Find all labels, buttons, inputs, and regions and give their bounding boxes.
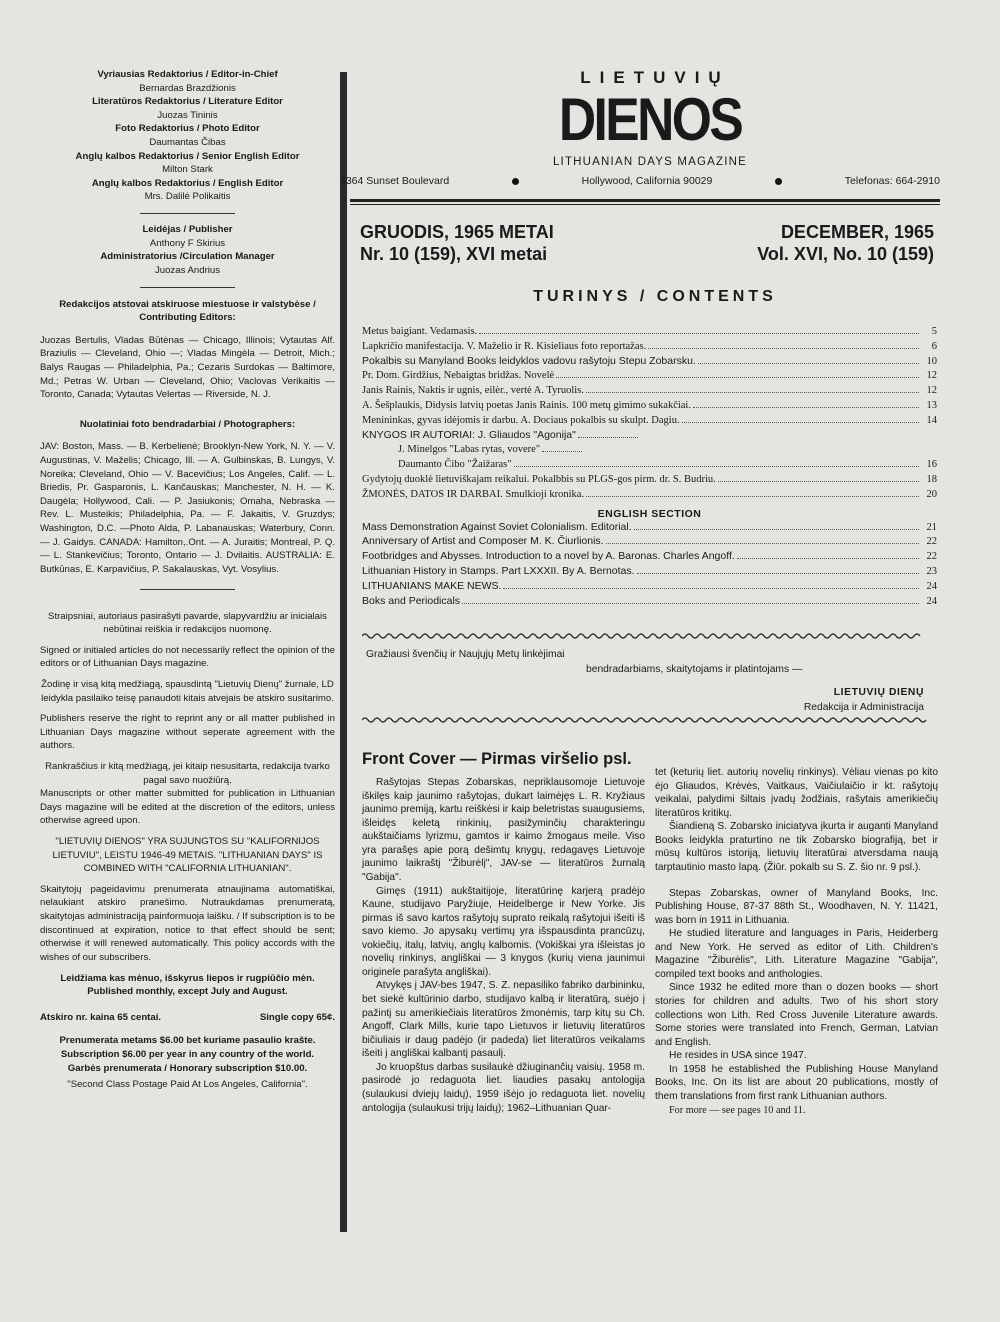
contributing-text: Juozas Bertulis, Vladas Būtėnas — Chicago, Illinois; Vytautas Alf. Braziulis — Cleveland, Ohio —; Vladas Mingėla — Detroit, Mich.; Balys Raugas — Philadelphia, Pa.; Cezaris Surdokas — Baltimore, Md.; Petras W. Urban — Cleveland, Ohio; Vaclovas Verikaitis — Toronto, Canada; Vytautas Velertas — Riverside, N. J.: [40, 334, 335, 401]
toc-entry[interactable]: [362, 535, 937, 550]
toc-page: 23: [926, 565, 937, 577]
toc-entry[interactable]: [362, 340, 937, 355]
wavy-divider: [362, 632, 938, 640]
toc-text: Lapkričio manifestacija. V. Maželio ir R. Kisieliaus foto reportažas.: [362, 340, 647, 352]
article-paragraph: In 1958 he established the Publishing House Manyland Books, Inc. On its list are about 20 publications, mostly of them translations from first rank Lithuanian authors.: [655, 1063, 938, 1102]
column-rule: [340, 72, 347, 1232]
address-bar: [340, 175, 940, 187]
staff-role: Literatūros Redaktorius / Literature Editor: [92, 96, 283, 108]
price-row: [40, 1011, 335, 1025]
toc-entry[interactable]: [362, 488, 937, 503]
article-paragraph: Šiandieną S. Zobarsko iniciatyva įkurta ir auganti Manyland Books leidykla praturtino ne tik Zobarsko biografiją, bet ir mūsų kultūros istoriją, lietuvių literatūrai atversdama naują tarptautinio masto lapą. (Žiūr. pokalb su S. Z. šio nr. 9 psl.).: [655, 821, 938, 873]
greeting-signature: LIETUVIŲ DIENŲ: [833, 686, 924, 698]
toc-text: Mass Demonstration Against Soviet Colonialism. Editorial.: [362, 520, 632, 533]
article-paragraph: Atvykęs į JAV-bes 1947, S. Z. nepasiliko fabriko darbininku, bet siekė kultūrinio darbo, studijavo kalbą ir literatūrą, suėjo į pažintį su amerikiečiais literatūros žmonėmis, tarp kitų su Ch. Angoff, Clark Mills, kurie tapo Lietuvos ir lietuvių literatūros bičiuliais ir daug padėjo (ir padeda) liet literatūros veikalams išeiti į angliškai kalbantį pasaulį.: [362, 980, 645, 1060]
staff-name: Milton Stark: [162, 164, 213, 176]
masthead-top: LIETUVIŲ: [580, 68, 730, 87]
staff-name: Juozas Tininis: [157, 109, 218, 121]
note: Manuscripts or other matter submitted for publication in Lithuanian Days magazine will be edited at the discretion of the editors, unless otherwise agreed upon.: [40, 788, 335, 827]
masthead-title: DIENOS: [558, 86, 742, 153]
divider: [140, 287, 235, 288]
toc-page: 22: [926, 536, 937, 548]
issue-lt: [360, 222, 554, 265]
toc-entry[interactable]: [362, 325, 937, 340]
toc-text: Boks and Periodicals: [362, 594, 461, 607]
toc-text: LITHUANIANS MAKE NEWS.: [362, 579, 502, 592]
subscription-line: Prenumerata metams $6.00 bet kuriame pasaulio krašte.: [59, 1035, 316, 1047]
english-section-heading: ENGLISH SECTION: [597, 507, 702, 520]
toc-page: 22: [926, 551, 937, 563]
subscription-line: Subscription $6.00 per year in any country of the world.: [60, 1048, 315, 1060]
toc-page: 12: [926, 370, 937, 382]
toc-text: KNYGOS IR AUTORIAI: J. Gliaudos "Agonija": [362, 428, 576, 441]
toc-page: 6: [931, 340, 937, 352]
toc-page: 18: [926, 473, 937, 485]
toc-page: 5: [931, 326, 937, 337]
toc-text: J. Minelgos "Labas rytas, vovere": [398, 444, 541, 456]
staff-role: Anglų kalbos Redaktorius / Senior English Editor: [75, 150, 300, 162]
divider: [350, 204, 940, 205]
divider: [140, 213, 235, 214]
toc-text: Metus baigiant. Vedamasis.: [362, 326, 478, 337]
article-column-2: [655, 766, 938, 1117]
toc-page: 13: [926, 399, 937, 411]
street-address: 4364 Sunset Boulevard: [340, 175, 450, 187]
price-en: Single copy 65¢.: [259, 1011, 335, 1023]
toc-page: 20: [926, 488, 937, 500]
article-paragraph: tet (keturių liet. autorių novelių rinkinys). Vėliau vienas po kito ėjo Gliaudos, Krėvės, Vaitkaus, Vaičiulaičio ir kt. rašytojų veikalai, palydimi šiltais įvadų žodžiais, rašytais amerikiečių literatūros kritikų.: [655, 767, 938, 819]
bullet-icon: [512, 178, 519, 185]
toc-text: Anniversary of Artist and Composer M. K. Čiurlionis.: [362, 535, 604, 548]
toc-text: A. Šešplaukis, Didysis latvių poetas Janis Rainis. 100 metų gimimo sukakčiai.: [362, 399, 691, 411]
price-lt: Atskiro nr. kaina 65 centai.: [40, 1011, 162, 1023]
toc-entry[interactable]: [362, 521, 937, 536]
toc-text: Footbridges and Abysses. Introduction to a novel by A. Baronas. Charles Angoff.: [362, 550, 735, 563]
staff-role: Leidėjas / Publisher: [142, 224, 233, 236]
toc-page: 21: [926, 521, 937, 533]
note: Rankraščius ir kitą medžiagą, jei kitaip nesusitarta, redakcija tvarko pagal savo nuožiūrą.: [45, 760, 330, 786]
staff-name: Daumantas Čibas: [149, 137, 226, 149]
masthead-subtitle: LITHUANIAN DAYS MAGAZINE: [552, 156, 748, 168]
toc-page: 12: [926, 385, 937, 397]
toc-entry[interactable]: [362, 355, 937, 370]
note: Žodinę ir visą kitą medžiagą, spausdintą "Lietuvių Dienų" žurnale, LD leidykla pasilaiko teisę panaudoti kitais atvejais be atskiro susitarimo.: [41, 678, 334, 704]
note: Skaitytojų pageidavimu prenumerata atnaujinama automatiškai, nelaukiant atskiro pranešimo. Nutraukdamas prenumeratą, skaitytojas administraciją painformuoja laišku. / If subscription is to be discontinued at expiration, notice to that effect should be sent; otherwise it will renewed automatically. This policy accords with the wishes of our subscribers.: [40, 883, 335, 963]
staff-role: Administratorius /Circulation Manager: [100, 251, 275, 263]
greeting-line2: bendradarbiams, skaitytojams ir platintojams —: [586, 663, 803, 675]
toc-text: Menininkas, gyvas idėjomis ir darbu. A. Dociaus pokalbis su skulpt. Dagiu.: [362, 414, 680, 426]
note: Straipsniai, autoriaus pasirašyti pavarde, slapyvardžiu ar inicialais nebūtinai reiškia ir redakcijos nuomonę.: [48, 610, 327, 636]
issue-lt-line2: Nr. 10 (159), XVI metai: [360, 243, 548, 264]
postage-note: "Second Class Postage Paid At Los Angeles, California".: [67, 1079, 308, 1091]
article-paragraph: For more — see pages 10 and 11.: [669, 1104, 806, 1116]
phone: Telefonas: 664-2910: [844, 175, 940, 187]
toc-page: 24: [926, 580, 937, 592]
staff-name: Anthony F Skirius: [149, 237, 226, 249]
toc-entry[interactable]: [362, 369, 937, 384]
staff-role: Foto Redaktorius / Photo Editor: [115, 123, 260, 135]
editorial-staff: [40, 68, 335, 204]
divider: [140, 589, 235, 590]
photographers-text: JAV: Boston, Mass. — B. Kerbelienė; Brooklyn-New York, N. Y. — V. Augustinas, V. Maželis; Chicago, Ill. — A. Gulbinskas, B. Lungys, V. Noreika; Cleveland, Ohio — V. Bacevičius; Los Angeles, Calif. — L. Briedis, Pr. Gasparonis, L. Kančauskas; Manchester, N. H. — K. Daugėla; Hollywood, Cali. — P. Jasiukonis; Omaha, Nebraska — Rev. L. Musteikis; Philadelphia, Pa. — F. Jakaitis, V. Gruzdys; Washington, D.C. —Photo Alda, P. Labanauskas; Waterbury, Conn. — J. Gaidys. CANADA: Hamilton,.Ont. — A. Juraitis; Montreal, P. Q. — L. Stankevičius; Toronto, Ontario — J. Dvilaitis. AUSTRALIA: E. Butkūnas, E. Karpavičius, P. Sakalauskas, Vyt. Vosylius.: [40, 441, 335, 575]
contributing-title: Redakcijos atstovai atskiruose miestuose ir valstybėse / Contributing Editors:: [59, 298, 316, 324]
publisher-staff: [40, 223, 335, 277]
toc-page: 14: [926, 414, 937, 426]
article-paragraph: Jo kruopštus darbas susilaukė džiuginančių vaisių. 1958 m. pasirodė jo redaguota liet. liaudies pasakų antologija (sulaukusi dviejų laidų), 1959 išėjo jo redaguota liet. novelių antologija (sulaukusi trijų laidų); 1962–Lithuanian Quar-: [362, 1061, 645, 1114]
article-paragraph: Since 1932 he edited more than o dozen books — short stories for children and adults. Two of his short story collections won Lith. Red Cross Juvenile Literature awards. Some stories were translated into French, German, Latvian and English.: [655, 982, 938, 1048]
note: Publishers reserve the right to reprint any or all matter published in Lithuanian Days magazine without seperate agreement with the authors.: [40, 713, 335, 752]
greeting-signature-sub: Redakcija ir Administracija: [803, 701, 924, 713]
toc-text: Daumanto Čibo "Žaižaras": [398, 459, 512, 471]
article-paragraph: Gimęs (1911) aukštaitijoje, literatūrinę karjerą pradėjo Kaune, studijavo Paryžiuje, Heidelberge ir New Yorke. Jis pirmas iš savo kartos rašytojų suprato reikalą rašytojui išeiti iš savo kiemo. Jo apysakų vertimų yra išspausdinta prancūzų, vokiečių, italų, latvių, anglų kalbomis. (Vokiškai yra išleistas jo novelių rinkinys, angliškai — 3 knygos (kurių viena jaunimui originele parašyta angliškai).: [362, 885, 645, 978]
note: Leidžiama kas mėnuo, išskyrus liepos ir rugpiūčio mėn. Published monthly, except July and August.: [60, 972, 315, 998]
staff-name: Mrs. Dalilė Polikaitis: [144, 191, 231, 203]
article-paragraph: Rašytojas Stepas Zobarskas, nepriklausomoje Lietuvoje iškilęs kaip jaunimo rašytojas, dukart laimėjęs L. R. Kryžiaus jaunimo premiją, kartu reiškėsi ir kaip beletristas suaugusiems, išleidęs keletą rinkinių, pasižyminčių charakteringu aukštaičiams lyrizmu, gamtos ir kaimo žmogaus meile. Viso yra parašęs apie porą dešimtų knygų, redagavęs Lietuvoje jaunimo laikraštį "Žiburėlį", JAV-se — literatūros žurnalą "Gabija".: [362, 777, 645, 883]
toc-entry[interactable]: [362, 429, 937, 444]
toc-page: 24: [926, 595, 937, 607]
toc-text: ŽMONĖS, DATOS IR DARBAI. Smulkioji kronika.: [362, 488, 585, 500]
divider: [350, 199, 940, 202]
toc-text: Lithuanian History in Stamps. Part LXXXII. By A. Bernotas.: [362, 564, 635, 577]
table-of-contents: [362, 325, 937, 609]
staff-role: Anglų kalbos Redaktorius / English Editor: [91, 177, 284, 189]
toc-entry[interactable]: [362, 580, 937, 595]
toc-entry[interactable]: [362, 384, 937, 399]
toc-entry[interactable]: [362, 458, 937, 473]
toc-text: Janis Rainis, Naktis ir ugnis, eilėr., vertė A. Tyruolis.: [362, 385, 584, 397]
toc-entry[interactable]: [362, 399, 937, 414]
toc-entry[interactable]: [362, 565, 937, 580]
article-column-1: [362, 776, 645, 1115]
toc-entry[interactable]: [362, 414, 937, 429]
toc-entry[interactable]: [362, 443, 937, 458]
toc-text: Gydytojų duoklė lietuviškajam reikalui. Pokalbbis su PLGS-gos pirm. dr. S. Budriu.: [362, 473, 716, 485]
holiday-greeting: [366, 648, 936, 716]
staff-name: Bernardas Brazdžionis: [139, 82, 236, 94]
toc-text: Pokalbis su Manyland Books leidyklos vadovu rašytoju Stepu Zobarsku.: [362, 354, 696, 367]
staff-name: Juozas Andrius: [154, 264, 221, 276]
subscription-line: Garbės prenumerata / Honorary subscription $10.00.: [67, 1062, 308, 1074]
bullet-icon: [775, 178, 782, 185]
article-paragraph: He resides in USA since 1947.: [669, 1050, 807, 1062]
staff-role: Vyriausias Redaktorius / Editor-in-Chief: [97, 69, 278, 80]
staff-column: [40, 68, 335, 1092]
issue-en-line1: DECEMBER, 1965: [780, 222, 934, 242]
front-cover-title: Front Cover — Pirmas viršelio psl.: [362, 750, 632, 768]
issue-en: [757, 222, 934, 265]
issue-en-line2: Vol. XVI, No. 10 (159): [757, 243, 934, 264]
masthead: [350, 68, 950, 168]
city-address: Hollywood, California 90029: [581, 175, 713, 187]
contents-title: TURINYS / CONTENTS: [533, 288, 777, 305]
note: "LIETUVIŲ DIENOS" YRA SUJUNGTOS SU "KALIFORNIJOS LIETUVIU", LEISTU 1946-49 METAIS. "LITHUANIAN DAYS" IS COMBINED WITH "CALIFORNIA LITHUANIAN".: [52, 836, 323, 875]
issue-lt-line1: GRUODIS, 1965 METAI: [360, 222, 554, 242]
toc-text: Pr. Dom. Girdžius, Nebaigtas bridžas. Novelė: [362, 370, 555, 382]
toc-entry[interactable]: [362, 595, 937, 610]
article-paragraph: Stepas Zobarskas, owner of Manyland Books, Inc. Publishing House, 87-37 88th St., Woodhaven, N. Y. 11421, was born in 1911 in Lithuania.: [655, 887, 938, 926]
toc-page: 10: [926, 355, 937, 367]
photographers-title: Nuolatiniai foto bendradarbiai / Photographers:: [79, 418, 296, 430]
greeting-line1: Gražiausi švenčių ir Naujųjų Metų linkėjimai: [366, 649, 565, 660]
toc-page: 16: [926, 459, 937, 471]
toc-entry[interactable]: [362, 550, 937, 565]
wavy-divider: [362, 716, 938, 724]
note: Signed or initialed articles do not necessarily reflect the opinion of the editors or of Lithuanian Days magazine.: [40, 644, 335, 670]
toc-entry[interactable]: [362, 473, 937, 488]
article-paragraph: He studied literature and languages in Paris, Heiderberg and New York. He served as editor of Lith. Children's Magazine "Žiburėlis", Lith. Literature Magazine "Gabija", compiled text books and anthologies.: [655, 928, 938, 980]
